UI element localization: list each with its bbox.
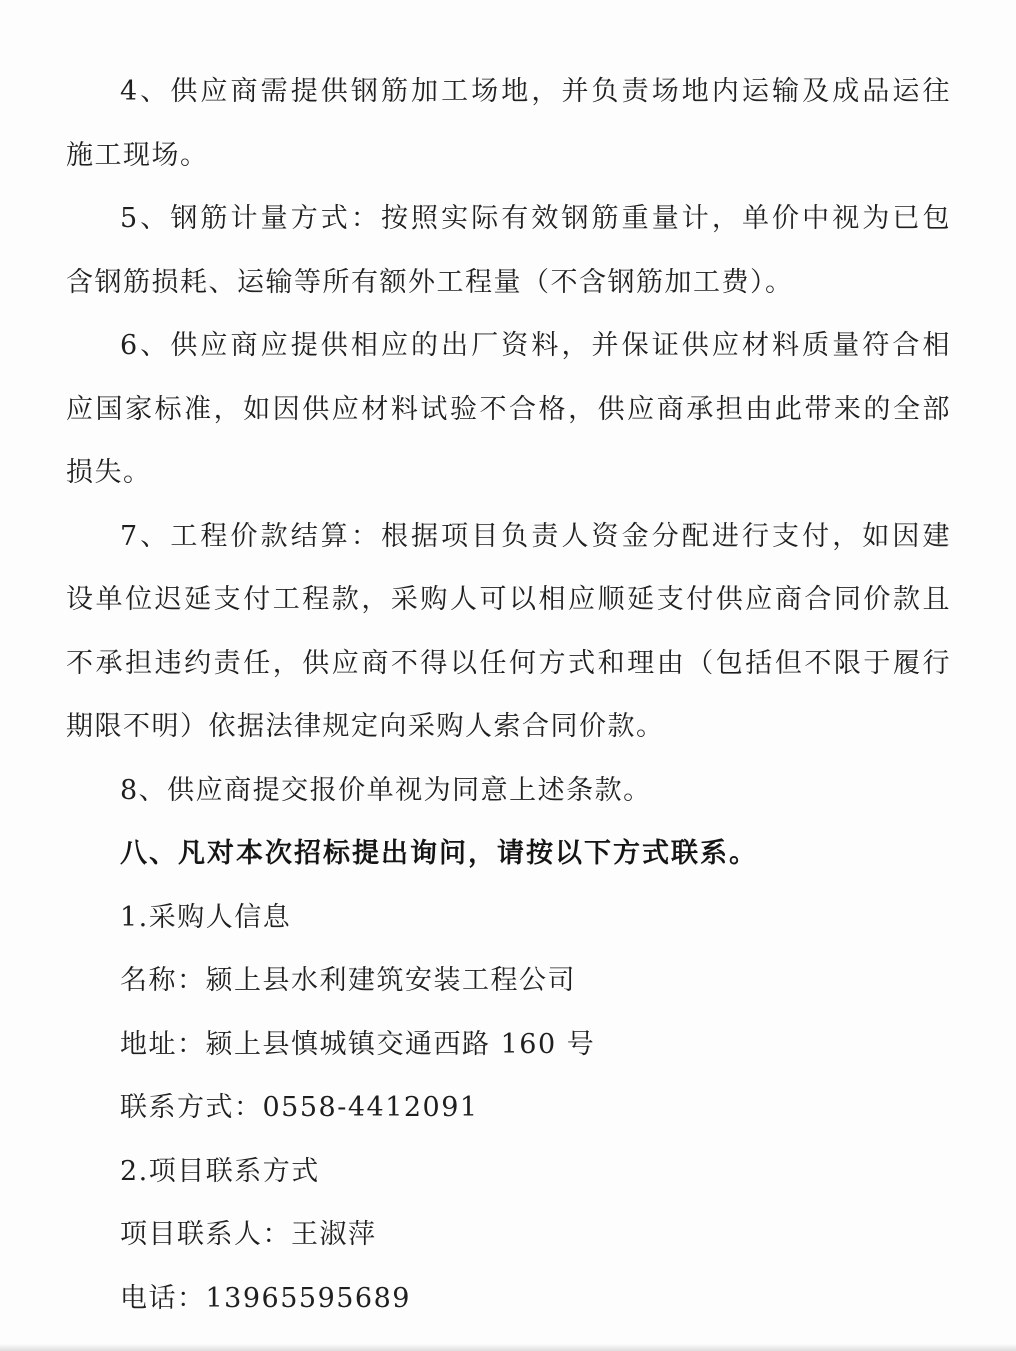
clause-7-line-1: 7、工程价款结算：根据项目负责人资金分配进行支付，如因建 (120, 520, 951, 552)
clause-7-line-4: 期限不明）依据法律规定向采购人索合同价款。 (66, 711, 665, 742)
purchaser-contact: 联系方式：0558-4412091 (120, 1092, 479, 1123)
clause-4-line-2: 施工现场。 (66, 139, 209, 171)
clause-5-line-1: 5、钢筋计量方式：按照实际有效钢筋重量计，单价中视为已包 (120, 203, 951, 234)
clause-6-line-1: 6、供应商应提供相应的出厂资料，并保证供应材料质量符合相 (120, 330, 951, 361)
project-contact-label: 2.项目联系方式 (120, 1155, 320, 1187)
clause-7-line-3: 不承担违约责任，供应商不得以任何方式和理由（包括但不限于履行 (66, 647, 951, 679)
project-contact-person: 项目联系人：王淑萍 (120, 1219, 377, 1250)
clause-6-line-2: 应国家标准，如因供应材料试验不合格，供应商承担由此带来的全部 (66, 393, 951, 425)
purchaser-address: 地址：颍上县慎城镇交通西路 160 号 (120, 1028, 596, 1060)
scan-bottom-edge (0, 1344, 1016, 1351)
section-8-heading: 八、凡对本次招标提出询问，请按以下方式联系。 (120, 838, 758, 868)
clause-4-line-1: 4、供应商需提供钢筋加工场地，并负责场地内运输及成品运往 (120, 76, 951, 107)
purchaser-name: 名称：颍上县水利建筑安装工程公司 (120, 965, 576, 996)
purchaser-info-label: 1.采购人信息 (120, 901, 292, 933)
clause-8: 8、供应商提交报价单视为同意上述条款。 (120, 774, 652, 806)
clause-6-line-3: 损失。 (66, 457, 152, 488)
project-contact-phone: 电话：13965595689 (120, 1282, 411, 1314)
clause-5-line-2: 含钢筋损耗、运输等所有额外工程量（不含钢筋加工费）。 (66, 266, 794, 298)
clause-7-line-2: 设单位迟延支付工程款，采购人可以相应顺延支付供应商合同价款且 (66, 584, 951, 615)
